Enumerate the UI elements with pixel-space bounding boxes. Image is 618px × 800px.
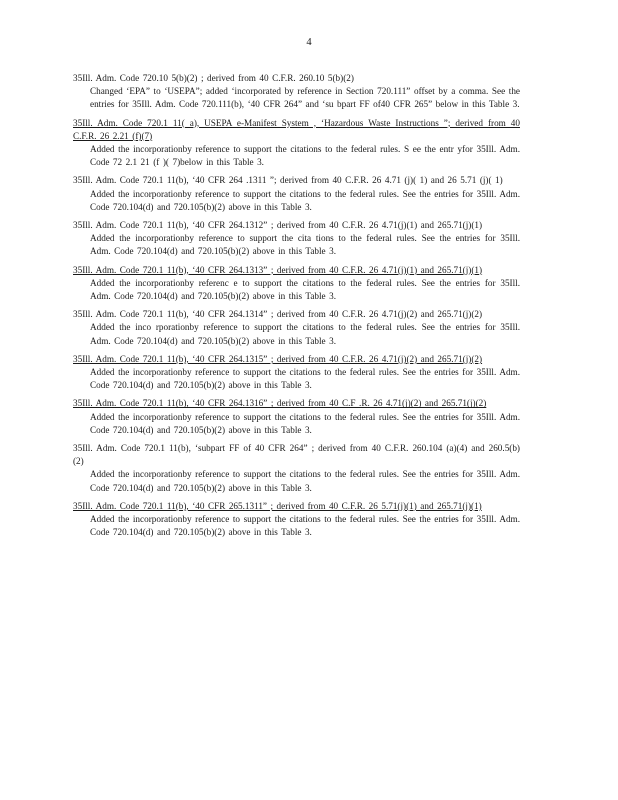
entry-note: Added the incorporationby reference to support the cita tions to the federal rules. See the entries for 35Ill. Adm. Code 720.104(d) and 720.105(b)(2) above in this Table 3. [90, 233, 520, 257]
table-3-entries [73, 72, 520, 545]
entry-note: Changed ‘EPA” to ‘USEPA”; added ‘incorporated by reference in Section 720.111” offset by a comma. See the entries for 35Ill. Adm. Code 720.111(b), ‘40 CFR 264” and ‘su bpart FF of40 CFR 265” below in this Table 3. [90, 86, 520, 110]
entry-citation: 35Ill. Adm. Code 720.1 11(b), ‘subpart FF of 40 CFR 264” ; derived from 40 C.F.R. 260.104 (a)(4) and 260.5(b)(2) [73, 443, 520, 467]
table-entry [73, 353, 520, 393]
entry-note: Added the incorporationby reference to support the citations to the federal rules. See the entries for 35Ill. Adm. Code 720.104(d) and 720.105(b)(2) above in this Table 3. [90, 367, 520, 391]
table-entry [73, 500, 520, 540]
entry-note: Added the incorporationby reference to support the citations to the federal rules. See the entries for 35Ill. Adm. Code 720.104(d) and 720.105(b)(2) above in this Table 3. [90, 188, 520, 212]
entry-citation: 35Ill. Adm. Code 720.1 11(b), ‘40 CFR 264.1315” ; derived from 40 C.F.R. 26 4.71(j)(2) and 265.71(j)(2) [73, 353, 483, 364]
entry-note: Added the incorporationby reference to support the citations to the federal rules. See the entries for 35Ill. Adm. Code 720.104(d) and 720.105(b)(2) above in this Table 3. [90, 411, 520, 435]
page-number: 4 [306, 37, 312, 48]
entry-note: Added the incorporationby referenc e to support the citations to the federal rules. See the entries for 35Ill. Adm. Code 720.104(d) and 720.105(b)(2) above in this Table 3. [90, 277, 520, 302]
entry-citation: 35Ill. Adm. Code 720.1 11(b), ‘40 CFR 264 .1311 ”; derived from 40 C.F.R. 26 4.71 (j)( 1) and 26 5.71 (j)( 1) [73, 175, 503, 186]
entry-citation: 35Ill. Adm. Code 720.1 11(b), ‘40 CFR 264.1316” ; derived from 40 C.F .R. 26 4.71(j)(2) and 265.71(j)(2) [73, 398, 487, 409]
entry-citation: 35Ill. Adm. Code 720.1 11(b), ‘40 CFR 264.1314” ; derived from 40 C.F.R. 26 4.71(j)(2) and 265.71(j)(2) [73, 309, 483, 320]
entry-note: Added the incorporationby reference to support the citations to the federal rules. See the entries for 35Ill. Adm. Code 720.104(d) and 720.105(b)(2) above in this Table 3. [90, 514, 520, 538]
table-entry [73, 442, 520, 495]
table-entry [73, 174, 520, 214]
entry-note: Added the inco rporationby reference to support the citations to the federal rules. See the entries for 35Ill. Adm. Code 720.104(d) and 720.105(b)(2) above in this Table 3. [90, 322, 520, 346]
table-entry [73, 308, 520, 348]
entry-citation: 35Ill. Adm. Code 720.1 11(b), ‘40 CFR 265.1311” ; derived from 40 C.F.R. 26 5.71(j)(1) and 265.71(j)(1) [73, 500, 482, 511]
entry-note: Added the incorporationby reference to support the citations to the federal rules. See the entries for 35Ill. Adm. Code 720.104(d) and 720.105(b)(2) above in this Table 3. [90, 469, 520, 493]
table-entry [73, 219, 520, 259]
entry-citation: 35Ill. Adm. Code 720.1 11(b), ‘40 CFR 264.1313” ; derived from 40 C.F.R. 26 4.71(j)(1) and 265.71(j)(1) [73, 264, 483, 275]
table-entry [73, 397, 520, 437]
entry-citation: 35Ill. Adm. Code 720.1 11(b), ‘40 CFR 264.1312” ; derived from 40 C.F.R. 26 4.71(j)(1) and 265.71(j)(1) [73, 220, 483, 231]
entry-note: Added the incorporationby reference to support the citations to the federal rules. S ee the entr yfor 35Ill. Adm. Code 72 2.1 21 (f )( 7)below in this Table 3. [90, 144, 520, 168]
entry-citation: 35Ill. Adm. Code 720.1 11( a), USEPA e-Manifest System , ‘Hazardous Waste Instructions ”; derived from 40 C.F.R. 26 2.21 (f)(7) [73, 117, 520, 141]
table-entry [73, 264, 520, 304]
table-entry [73, 117, 520, 170]
table-entry [73, 72, 520, 112]
entry-citation: 35Ill. Adm. Code 720.10 5(b)(2) ; derived from 40 C.F.R. 260.10 5(b)(2) [73, 73, 354, 83]
